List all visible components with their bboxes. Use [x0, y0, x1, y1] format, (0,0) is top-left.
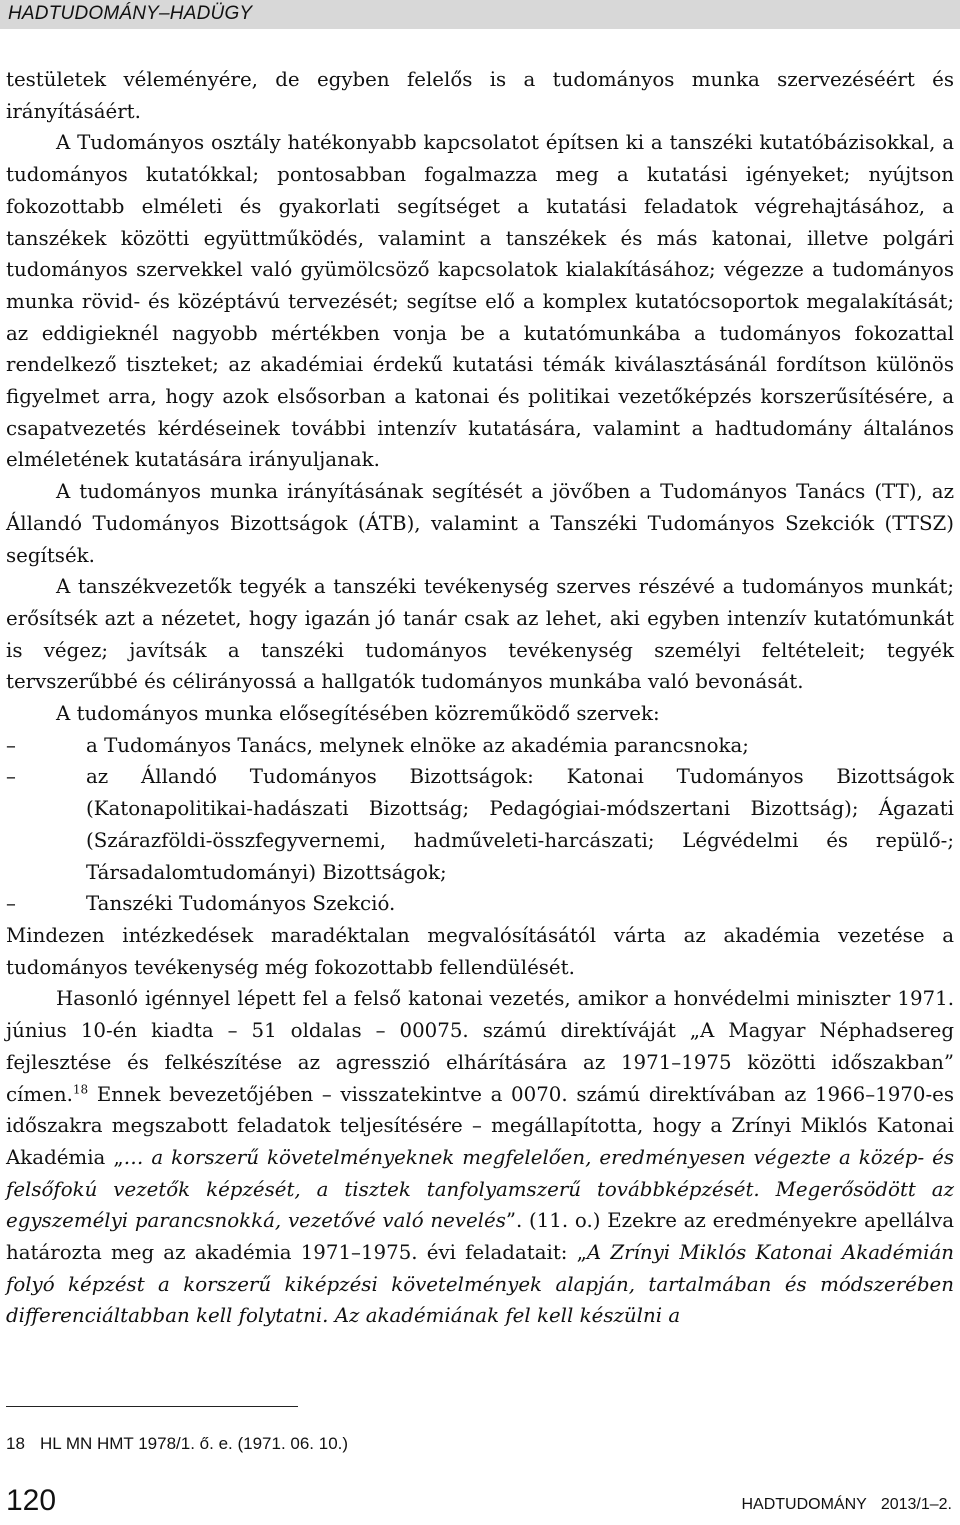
paragraph: A Tudományos osztály hatékonyabb kapcsolatot építsen ki a tanszéki kutatóbázisokkal, a tudományos kutatókkal; pontosabban fogalmazza meg a kutatási igényeket; nyújtson fokozottabb elméleti és gyakorlati segítséget a kutatási feladatok végrehajtásához, a tanszékek közötti együttműködés, valamint a tanszékek és más katonai, illetve polgári tudományos szervekkel való gyümölcsöző kapcsolatok kialakításához; végezze a tudományos munka rövid- és középtávú tervezését; segítse elő a komplex kutatócsoportok megalakítását; az eddigieknél nagyobb mértékben vonja be a kutatómunkába a tudományos fokozattal rendelkező tiszteket; az akadémiai érdekű kutatási témák kiválasztásánál fordítson különös figyelmet arra, hogy azok elsősorban a katonai és politikai vezetőképzés korszerűsítésére, a csapatvezetés kérdéseinek további intenzív kutatására, valamint a hadtudomány általános elméletének kutatására irányuljanak. [6, 131, 954, 472]
footnote-number: 18 [6, 1434, 25, 1453]
paragraph: testületek véleményére, de egyben felelős is a tudományos munka szervezéséért és irányításáért. [6, 68, 954, 123]
dash-marker: – [6, 733, 16, 757]
footnote-text: HL MN HMT 1978/1. ő. e. (1971. 06. 10.) [40, 1434, 349, 1453]
paragraph-with-quotes [6, 983, 954, 1332]
footnote [6, 1434, 348, 1454]
text-segment: ”. (11. o.) Ezekre az eredményekre apellálva határozta meg az akadémia 1971–1975. évi feladatait: „ [6, 1209, 954, 1265]
footnote-reference[interactable]: 18 [72, 1081, 89, 1096]
list-item-text: Tanszéki Tudományos Szekció. [86, 892, 396, 916]
italic-quote: … a korszerű követelményeknek megfelelően, eredményesen végezte a közép- és felsőfokú vezetők képzését, a tisztek tanfolyamszerű továbbképzését. Megerősödött az egyszemélyi parancsnokká, vezetővé való nevelés [6, 1145, 955, 1233]
paragraph: A tanszékvezetők tegyék a tanszéki tevékenység szerves részévé a tudományos munkát; erősítsék azt a nézetet, hogy igazán jó tanár csak az lehet, aki egyben intenzív kutatómunkát is végez; javítsák a tanszéki tudományos tevékenység személyi feltételeit; tegyék tervszerűbbé és célirányossá a hallgatók tudományos munkába való bevonását. [6, 575, 954, 694]
journal-issue: 2013/1–2. [880, 1496, 952, 1513]
footnote-separator [6, 1406, 298, 1407]
running-header [0, 0, 960, 29]
list-item [6, 888, 954, 920]
dash-marker: – [6, 892, 16, 916]
journal-name: HADTUDOMÁNY [741, 1496, 867, 1513]
list-item [6, 761, 954, 888]
text-segment: Ennek bevezetőjében – visszatekintve a 0070. számú direktívában az 1966–1970-es időszakra megszabott feladatok teljesítésére – megállapította, hogy a Zrínyi Miklós Katonai Akadémia „ [6, 1082, 954, 1169]
paragraph: Mindezen intézkedések maradéktalan megvalósításától várta az akadémia vezetése a tudományos tevékenység még fokozottabb fellendülését. [6, 923, 954, 979]
paragraph: A tudományos munka elősegítésében közreműködő szervek: [56, 702, 660, 726]
list-item-text: az Állandó Tudományos Bizottságok: Katonai Tudományos Bizottságok (Katonapolitikai-hadászati Bizottság; Pedagógiai-módszertani Bizottság); Ágazati (Szárazföldi-összfegyvernemi, hadműveleti-harcászati; Légvédelmi és repülő-; Társadalomtudományi) Bizottságok; [86, 765, 954, 884]
running-title: HADTUDOMÁNY–HADÜGY [8, 3, 253, 24]
italic-quote: A Zrínyi Miklós Katonai Akadémián folyó képzést a korszerű kiképzési követelmények alapján, tartalmában és módszerében differenciáltabban kell folytatni. Az akadémiának fel kell készülni a [6, 1241, 954, 1328]
dash-marker: – [6, 765, 16, 789]
paragraph: A tudományos munka irányításának segítését a jövőben a Tudományos Tanács (TT), az Állandó Tudományos Bizottságok (ÁTB), valamint a Tanszéki Tudományos Szekciók (TTSZ) segítsék. [6, 480, 954, 567]
article-body [6, 64, 954, 1332]
page-number: 120 [6, 1484, 57, 1517]
list-item-text: a Tudományos Tanács, melynek elnöke az akadémia parancsnoka; [86, 733, 749, 757]
text-segment: Hasonló igénnyel lépett fel a felső katonai vezetés, amikor a honvédelmi miniszter 1971. június 10-én kiadta – 51 oldalas – 00075. számú direktíváját „A Magyar Néphadsereg fejlesztése és felkészítése az agresszió elhárítására az 1971–1975 közötti időszakban” címen. [6, 987, 954, 1106]
list-item [6, 730, 954, 762]
organization-list [6, 730, 954, 920]
journal-footer [741, 1496, 952, 1514]
